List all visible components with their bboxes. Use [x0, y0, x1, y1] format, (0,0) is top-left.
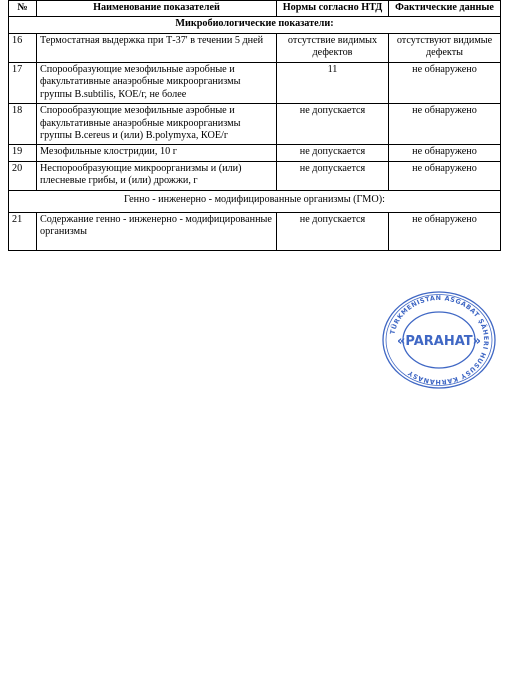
header-fact: Фактические данные	[389, 1, 501, 17]
table-row	[9, 33, 501, 62]
row-name: Мезофильные клостридии, 10 г	[37, 145, 277, 161]
row-num: 18	[9, 104, 37, 145]
section-title-gmo: Генно - инженерно - модифицированные организмы (ГМО):	[9, 190, 501, 212]
table-row	[9, 145, 501, 161]
row-num: 17	[9, 62, 37, 103]
row-norm: не допускается	[277, 161, 389, 190]
header-norm: Нормы согласно НТД	[277, 1, 389, 17]
row-name: Неспорообразующие микроорганизмы и (или) плесневые грибы, и (или) дрожжи, г	[37, 161, 277, 190]
section-row-microbiology	[9, 17, 501, 33]
row-fact: отсутствуют видимые дефекты	[389, 33, 501, 62]
row-norm: отсутствие видимых дефектов	[277, 33, 389, 62]
section-title-microbiology: Микробиологические показатели:	[9, 17, 501, 33]
seal-ring-text: TÜRKMENISTAN ASGABAT ŞÄHERI HUSUSY KÄRHANASY	[388, 293, 491, 387]
row-num: 16	[9, 33, 37, 62]
row-name: Спорообразующие мезофильные аэробные и факультативные анаэробные микроорганизмы группы B.cereus и (или) B.polymyxa, КОЕ/г	[37, 104, 277, 145]
row-fact: не обнаружено	[389, 161, 501, 190]
row-norm: 11	[277, 62, 389, 103]
row-name: Спорообразующие мезофильные аэробные и факультативные анаэробные микроорганизмы группы B.subtilis, КОЕ/г, не более	[37, 62, 277, 103]
row-norm: не допускается	[277, 212, 389, 250]
table-row	[9, 161, 501, 190]
row-fact: не обнаружено	[389, 145, 501, 161]
row-num: 20	[9, 161, 37, 190]
row-fact: не обнаружено	[389, 212, 501, 250]
row-norm: не допускается	[277, 104, 389, 145]
row-fact: не обнаружено	[389, 62, 501, 103]
table-row	[9, 62, 501, 103]
row-norm: не допускается	[277, 145, 389, 161]
indicators-table	[8, 0, 501, 251]
section-row-gmo	[9, 190, 501, 212]
row-num: 19	[9, 145, 37, 161]
company-seal-stamp	[378, 290, 500, 390]
row-fact: не обнаружено	[389, 104, 501, 145]
table-row	[9, 212, 501, 250]
header-num: №	[9, 1, 37, 17]
row-name: Термостатная выдержка при Т-37' в течении 5 дней	[37, 33, 277, 62]
header-name: Наименование показателей	[37, 1, 277, 17]
row-num: 21	[9, 212, 37, 250]
table-header-row	[9, 1, 501, 17]
table-row	[9, 104, 501, 145]
row-name: Содержание генно - инженерно - модифицированные организмы	[37, 212, 277, 250]
seal-center-text: «PARAHAT»	[396, 334, 482, 349]
